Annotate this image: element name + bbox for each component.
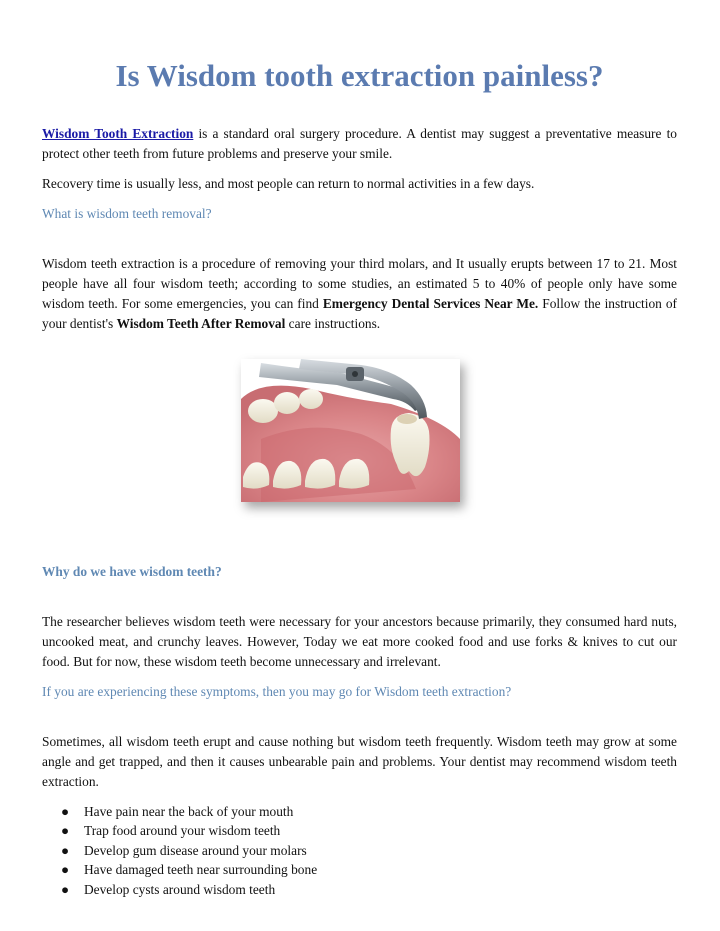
removal-text-2: Follow the instruction of your dentist's bbox=[42, 296, 678, 331]
list-item bbox=[42, 860, 677, 879]
wisdom-tooth-extraction-link[interactable]: Wisdom Tooth Extraction bbox=[42, 126, 194, 141]
list-item bbox=[42, 802, 677, 821]
symptoms-intro-paragraph: Sometimes, all wisdom teeth erupt and cause nothing but wisdom teeth frequently. Wisdom teeth may grow at some angle and get trapped, and then it causes unbearable pain and problems. Your dentist may recommend wisdom teeth extraction. bbox=[42, 734, 677, 789]
removal-text-3: care instructions. bbox=[285, 316, 381, 331]
bullet-icon: ● bbox=[61, 881, 70, 897]
list-item-text: Develop gum disease around your molars bbox=[84, 842, 307, 858]
symptoms-list bbox=[42, 802, 677, 899]
list-item bbox=[42, 821, 677, 840]
page-title: Is Wisdom tooth extraction painless? bbox=[115, 58, 604, 93]
tooth-extraction-icon bbox=[241, 359, 460, 502]
list-item bbox=[42, 880, 677, 899]
list-item bbox=[42, 841, 677, 860]
intro-text: is a standard oral surgery procedure. A dentist may suggest a preventative measure to protect other teeth from future problems and preserve your smile. bbox=[42, 126, 677, 161]
figure-container bbox=[42, 352, 677, 562]
removal-paragraph bbox=[42, 254, 677, 334]
wisdom-teeth-after-removal-text: Wisdom Teeth After Removal bbox=[116, 316, 286, 331]
removal-text-1: Wisdom teeth extraction is a procedure of removing your third molars, and It usually erupts between 17 to 21. Most people have all four wisdom teeth; according to some studies, an estimated 5 to 40% of people only have some wisdom teeth. For some emergencies, you can find bbox=[42, 256, 677, 311]
document-page bbox=[42, 0, 677, 899]
list-item-text: Trap food around your wisdom teeth bbox=[84, 823, 281, 839]
heading-why: Why do we have wisdom teeth? bbox=[42, 564, 222, 579]
tooth-extraction-illustration bbox=[241, 359, 460, 502]
list-item-text: Have pain near the back of your mouth bbox=[84, 804, 294, 819]
bullet-icon: ● bbox=[61, 862, 70, 878]
list-item-text: Develop cysts around wisdom teeth bbox=[84, 881, 276, 897]
bullet-icon: ● bbox=[61, 823, 70, 839]
heading-symptoms: If you are experiencing these symptoms, then you may go for Wisdom teeth extraction? bbox=[42, 684, 512, 699]
intro-paragraph bbox=[42, 124, 677, 164]
bullet-icon: ● bbox=[61, 842, 70, 858]
bullet-icon: ● bbox=[61, 804, 70, 819]
emergency-dental-services-text: Emergency Dental Services Near Me. bbox=[322, 296, 539, 311]
heading-removal: What is wisdom teeth removal? bbox=[42, 206, 212, 221]
why-paragraph: The researcher believes wisdom teeth were necessary for your ancestors because primarily, they consumed hard nuts, uncooked meat, and crunchy leaves. However, Today we eat more cooked food and use forks & knives to cut our food. But for now, these wisdom teeth become unnecessary and irrelevant. bbox=[42, 614, 677, 669]
list-item-text: Have damaged teeth near surrounding bone bbox=[84, 862, 318, 878]
recovery-paragraph: Recovery time is usually less, and most people can return to normal activities in a few days. bbox=[42, 176, 535, 191]
